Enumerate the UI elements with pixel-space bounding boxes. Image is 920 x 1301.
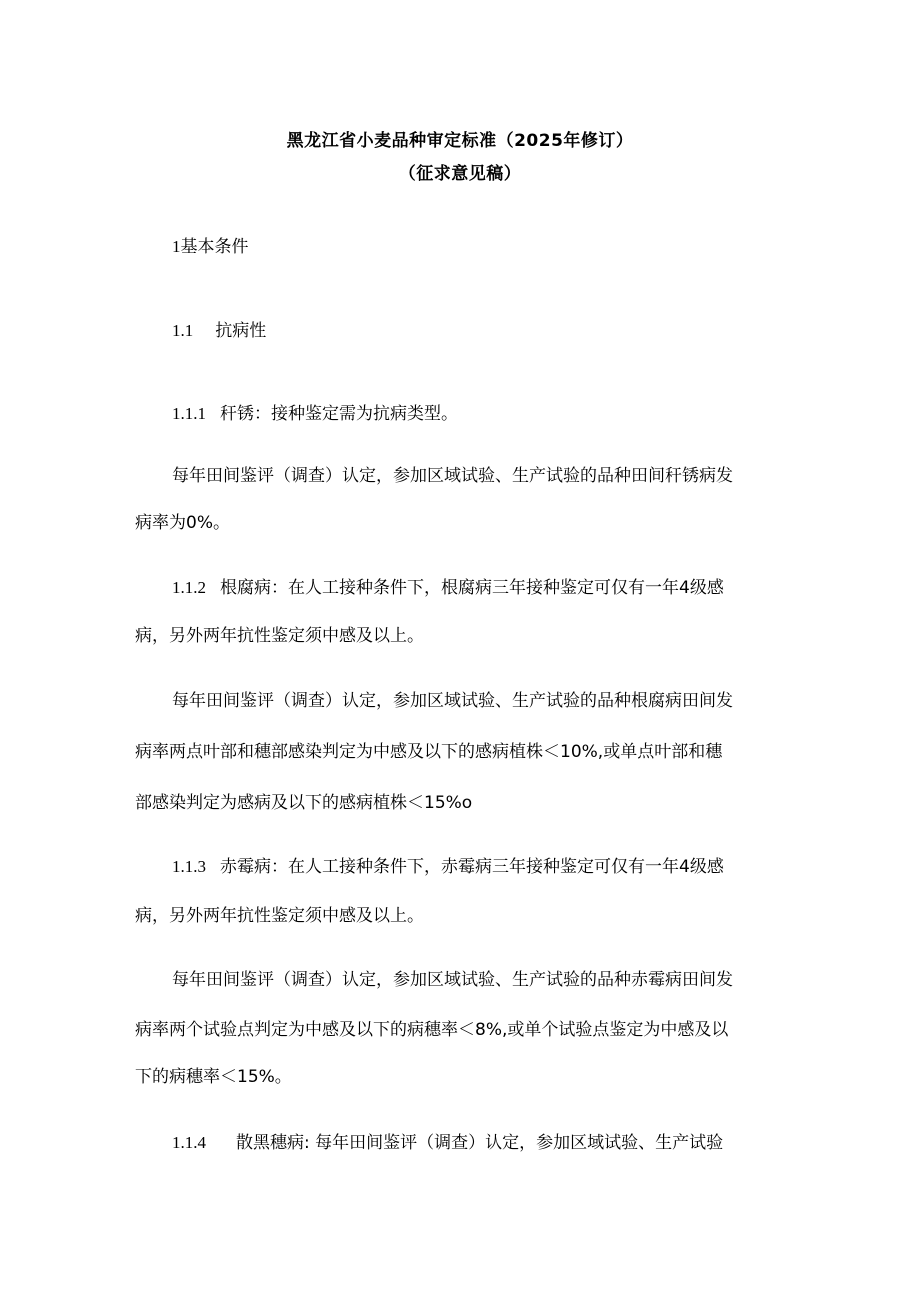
section-number: 1.1 (172, 321, 194, 340)
section-number: 1.1.3 (172, 857, 206, 876)
section-1-1-4 (172, 1132, 723, 1154)
paragraph-line: 病率两个试验点判定为中感及以下的病穗率＜8%,或单个试验点鉴定为中感及以 (135, 1020, 729, 1040)
section-1-1-2 (172, 577, 724, 599)
section-1-1-1 (172, 403, 458, 425)
section-title: 基本条件 (180, 237, 249, 257)
paragraph-line: 每年田间鉴评（调查）认定，参加区域试验、生产试验的品种赤霉病田间发 (172, 970, 733, 990)
paragraph-line: 病，另外两年抗性鉴定须中感及以上。 (135, 626, 424, 646)
document-title: 黑龙江省小麦品种审定标准（2025年修订） (286, 131, 634, 151)
paragraph-line: 病率为0%。 (135, 513, 230, 533)
section-1-1-heading (172, 320, 266, 342)
section-number: 1 (172, 237, 181, 256)
section-number: 1.1.4 (172, 1133, 206, 1152)
paragraph-line: 部感染判定为感病及以下的感病植株＜15%o (135, 793, 473, 813)
section-1-1-3 (172, 856, 724, 878)
paragraph-line: 下的病穗率＜15%。 (135, 1067, 292, 1087)
document-subtitle: （征求意见稿） (398, 164, 522, 184)
section-text: 赤霉病：在人工接种条件下，赤霉病三年接种鉴定可仅有一年4级感 (220, 857, 724, 877)
paragraph-line: 病，另外两年抗性鉴定须中感及以上。 (135, 906, 424, 926)
paragraph-line: 每年田间鉴评（调查）认定，参加区域试验、生产试验的品种根腐病田间发 (172, 691, 733, 711)
section-text: 散黑穗病: 每年田间鉴评（调查）认定，参加区域试验、生产试验 (236, 1133, 724, 1153)
section-text: 根腐病：在人工接种条件下，根腐病三年接种鉴定可仅有一年4级感 (220, 578, 724, 598)
section-number: 1.1.2 (172, 578, 206, 597)
paragraph-line: 每年田间鉴评（调查）认定，参加区域试验、生产试验的品种田间秆锈病发 (172, 466, 733, 486)
section-text: 秆锈：接种鉴定需为抗病类型。 (220, 404, 458, 424)
section-1-heading (172, 236, 249, 258)
paragraph-line: 病率两点叶部和穗部感染判定为中感及以下的感病植株＜10%,或单点叶部和穗 (135, 742, 723, 762)
section-number: 1.1.1 (172, 404, 206, 423)
section-title: 抗病性 (215, 321, 267, 341)
